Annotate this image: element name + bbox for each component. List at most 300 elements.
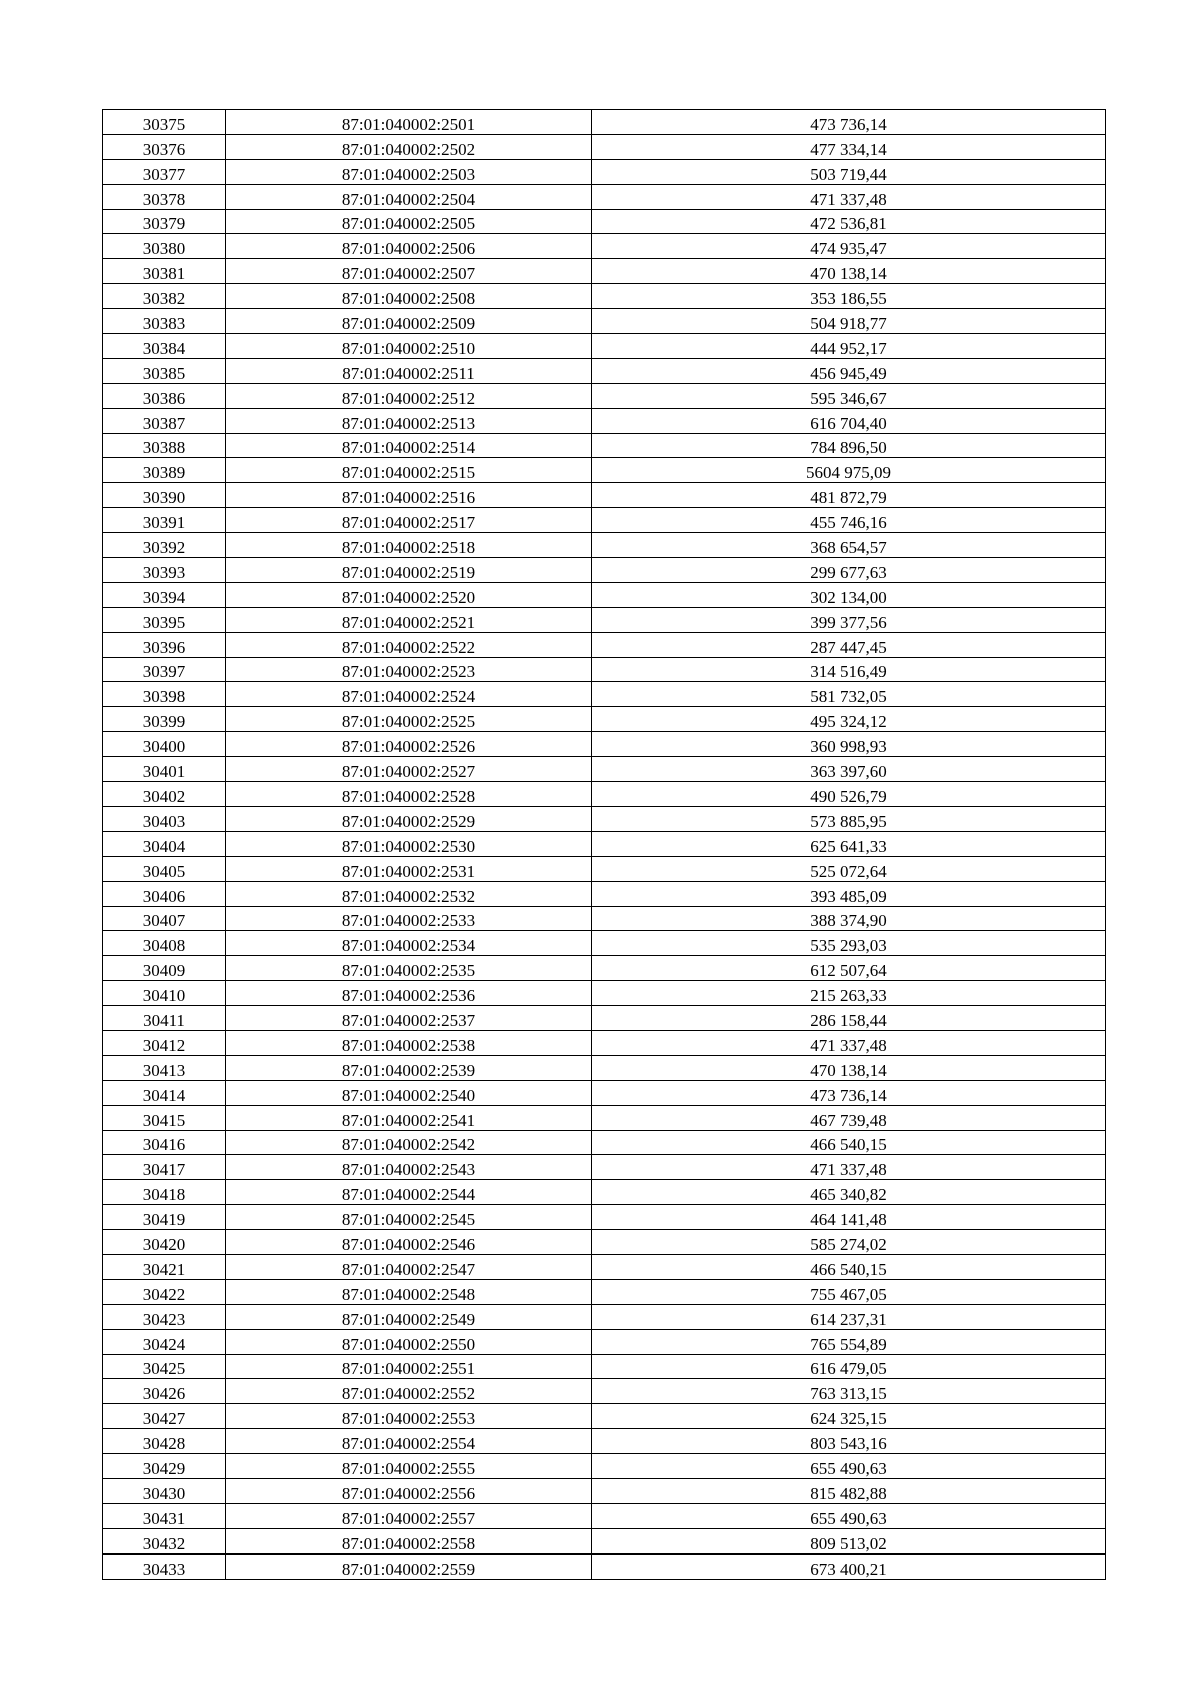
- table-row: [103, 483, 1106, 508]
- row-number-cell: [103, 682, 226, 707]
- table-row: [103, 1528, 1106, 1553]
- row-number-cell: [103, 707, 226, 732]
- row-number-cell: [103, 1055, 226, 1080]
- value-text: 399 377,56: [810, 612, 887, 632]
- value-cell: [592, 1230, 1106, 1255]
- value-text: 5604 975,09: [806, 463, 891, 483]
- value-text: 614 237,31: [810, 1309, 887, 1329]
- row-number-cell: [103, 1454, 226, 1479]
- value-text: 470 138,14: [810, 1060, 887, 1080]
- value-text: 471 337,48: [810, 1160, 887, 1180]
- table-row: [103, 1205, 1106, 1230]
- cadastral-number-cell: [226, 1354, 592, 1379]
- table-row: [103, 1329, 1106, 1354]
- cadastral-number-cell: [226, 334, 592, 359]
- cadastral-number-text: 87:01:040002:2512: [341, 388, 476, 408]
- row-number-cell: [103, 881, 226, 906]
- row-number-cell: [103, 931, 226, 956]
- table-row: [103, 1254, 1106, 1279]
- value-cell: [592, 558, 1106, 583]
- table-row: [103, 358, 1106, 383]
- value-text: 464 141,48: [810, 1210, 887, 1230]
- value-text: 465 340,82: [810, 1185, 887, 1205]
- cadastral-number-text: 87:01:040002:2552: [341, 1384, 476, 1404]
- row-number-text: 30393: [142, 562, 186, 582]
- value-text: 595 346,67: [810, 388, 887, 408]
- table-row: [103, 906, 1106, 931]
- cadastral-number-text: 87:01:040002:2553: [341, 1409, 476, 1429]
- cadastral-number-text: 87:01:040002:2541: [341, 1110, 476, 1130]
- value-cell: [592, 110, 1106, 135]
- value-text: 368 654,57: [810, 538, 887, 558]
- cadastral-number-cell: [226, 981, 592, 1006]
- value-text: 286 158,44: [810, 1010, 887, 1030]
- table-row: [103, 856, 1106, 881]
- value-cell: [592, 632, 1106, 657]
- table-row: [103, 831, 1106, 856]
- table-row: [103, 1429, 1106, 1454]
- table-row: [103, 508, 1106, 533]
- table-row: [103, 707, 1106, 732]
- cadastral-number-text: 87:01:040002:2529: [341, 811, 476, 831]
- value-text: 490 526,79: [810, 786, 887, 806]
- value-text: 473 736,14: [810, 1085, 887, 1105]
- cadastral-number-text: 87:01:040002:2504: [341, 189, 476, 209]
- table-row: [103, 1503, 1106, 1528]
- table-row: [103, 1080, 1106, 1105]
- row-number-text: 30410: [142, 986, 186, 1006]
- table-row: [103, 1554, 1106, 1579]
- value-cell: [592, 682, 1106, 707]
- row-number-cell: [103, 956, 226, 981]
- value-cell: [592, 956, 1106, 981]
- cadastral-number-text: 87:01:040002:2530: [341, 836, 476, 856]
- value-text: 302 134,00: [810, 587, 887, 607]
- row-number-cell: [103, 134, 226, 159]
- row-number-text: 30408: [142, 936, 186, 956]
- cadastral-number-text: 87:01:040002:2535: [341, 961, 476, 981]
- row-number-cell: [103, 110, 226, 135]
- cadastral-number-cell: [226, 956, 592, 981]
- cadastral-number-text: 87:01:040002:2520: [341, 587, 476, 607]
- value-cell: [592, 134, 1106, 159]
- row-number-cell: [103, 657, 226, 682]
- row-number-cell: [103, 1478, 226, 1503]
- row-number-cell: [103, 1279, 226, 1304]
- row-number-text: 30383: [142, 314, 186, 334]
- row-number-cell: [103, 334, 226, 359]
- row-number-cell: [103, 831, 226, 856]
- value-text: 470 138,14: [810, 264, 887, 284]
- cadastral-number-text: 87:01:040002:2549: [341, 1309, 476, 1329]
- value-cell: [592, 906, 1106, 931]
- row-number-text: 30380: [142, 239, 186, 259]
- cadastral-number-text: 87:01:040002:2518: [341, 538, 476, 558]
- row-number-text: 30424: [142, 1334, 186, 1354]
- value-cell: [592, 1279, 1106, 1304]
- table-row: [103, 259, 1106, 284]
- table-row: [103, 682, 1106, 707]
- table-row: [103, 1354, 1106, 1379]
- cadastral-number-cell: [226, 309, 592, 334]
- cadastral-number-cell: [226, 1254, 592, 1279]
- value-text: 616 479,05: [810, 1359, 887, 1379]
- value-text: 472 536,81: [810, 214, 887, 234]
- value-cell: [592, 856, 1106, 881]
- value-cell: [592, 806, 1106, 831]
- value-cell: [592, 209, 1106, 234]
- value-text: 535 293,03: [810, 936, 887, 956]
- table-row: [103, 1030, 1106, 1055]
- row-number-cell: [103, 1379, 226, 1404]
- table-row: [103, 234, 1106, 259]
- table-row: [103, 1379, 1106, 1404]
- row-number-text: 30397: [142, 662, 186, 682]
- row-number-text: 30378: [142, 189, 186, 209]
- value-cell: [592, 657, 1106, 682]
- cadastral-number-text: 87:01:040002:2506: [341, 239, 476, 259]
- cadastral-number-text: 87:01:040002:2544: [341, 1185, 476, 1205]
- cadastral-number-text: 87:01:040002:2534: [341, 936, 476, 956]
- value-text: 363 397,60: [810, 762, 887, 782]
- cadastral-number-text: 87:01:040002:2538: [341, 1035, 476, 1055]
- cadastral-number-text: 87:01:040002:2526: [341, 737, 476, 757]
- value-text: 624 325,15: [810, 1409, 887, 1429]
- table-row: [103, 806, 1106, 831]
- value-cell: [592, 881, 1106, 906]
- row-number-text: 30429: [142, 1458, 186, 1478]
- cadastral-number-cell: [226, 582, 592, 607]
- value-text: 581 732,05: [810, 687, 887, 707]
- row-number-cell: [103, 1528, 226, 1553]
- value-text: 456 945,49: [810, 363, 887, 383]
- value-cell: [592, 508, 1106, 533]
- row-number-text: 30396: [142, 637, 186, 657]
- cadastral-number-cell: [226, 1379, 592, 1404]
- value-cell: [592, 1379, 1106, 1404]
- table-row: [103, 1404, 1106, 1429]
- value-cell: [592, 433, 1106, 458]
- value-cell: [592, 1329, 1106, 1354]
- cadastral-number-cell: [226, 931, 592, 956]
- table-row: [103, 1006, 1106, 1031]
- cadastral-number-text: 87:01:040002:2516: [341, 488, 476, 508]
- value-cell: [592, 1006, 1106, 1031]
- row-number-cell: [103, 757, 226, 782]
- value-text: 784 896,50: [810, 438, 887, 458]
- cadastral-number-cell: [226, 383, 592, 408]
- table-row: [103, 1155, 1106, 1180]
- value-cell: [592, 1478, 1106, 1503]
- table-row: [103, 582, 1106, 607]
- row-number-text: 30407: [142, 911, 186, 931]
- value-cell: [592, 582, 1106, 607]
- cadastral-number-cell: [226, 1030, 592, 1055]
- cadastral-number-cell: [226, 533, 592, 558]
- cadastral-number-text: 87:01:040002:2533: [341, 911, 476, 931]
- row-number-text: 30394: [142, 587, 186, 607]
- value-cell: [592, 1030, 1106, 1055]
- value-text: 803 543,16: [810, 1434, 887, 1454]
- cadastral-number-text: 87:01:040002:2548: [341, 1284, 476, 1304]
- value-text: 471 337,48: [810, 1035, 887, 1055]
- value-cell: [592, 1429, 1106, 1454]
- cadastral-number-text: 87:01:040002:2511: [342, 363, 475, 383]
- row-number-cell: [103, 1329, 226, 1354]
- row-number-cell: [103, 1304, 226, 1329]
- table-row: [103, 110, 1106, 135]
- table-row: [103, 981, 1106, 1006]
- row-number-cell: [103, 1155, 226, 1180]
- row-number-text: 30385: [142, 363, 186, 383]
- table-row: [103, 1478, 1106, 1503]
- cadastral-number-text: 87:01:040002:2519: [341, 562, 476, 582]
- value-text: 388 374,90: [810, 911, 887, 931]
- value-cell: [592, 1554, 1106, 1579]
- row-number-cell: [103, 732, 226, 757]
- value-cell: [592, 782, 1106, 807]
- cadastral-number-cell: [226, 682, 592, 707]
- cadastral-number-cell: [226, 1554, 592, 1579]
- table-row: [103, 757, 1106, 782]
- cadastral-number-text: 87:01:040002:2550: [341, 1334, 476, 1354]
- row-number-text: 30386: [142, 388, 186, 408]
- row-number-text: 30421: [142, 1259, 186, 1279]
- row-number-text: 30417: [142, 1160, 186, 1180]
- row-number-cell: [103, 309, 226, 334]
- value-cell: [592, 1155, 1106, 1180]
- cadastral-number-cell: [226, 782, 592, 807]
- row-number-text: 30399: [142, 712, 186, 732]
- row-number-text: 30402: [142, 786, 186, 806]
- table-row: [103, 433, 1106, 458]
- table-row: [103, 159, 1106, 184]
- table-row: [103, 881, 1106, 906]
- cadastral-number-cell: [226, 433, 592, 458]
- value-text: 474 935,47: [810, 239, 887, 259]
- cadastral-number-text: 87:01:040002:2531: [341, 861, 476, 881]
- cadastral-number-cell: [226, 1478, 592, 1503]
- table-row: [103, 334, 1106, 359]
- value-text: 525 072,64: [810, 861, 887, 881]
- value-cell: [592, 607, 1106, 632]
- cadastral-number-text: 87:01:040002:2539: [341, 1060, 476, 1080]
- row-number-text: 30384: [142, 338, 186, 358]
- value-text: 755 467,05: [810, 1284, 887, 1304]
- row-number-text: 30423: [142, 1309, 186, 1329]
- value-text: 481 872,79: [810, 488, 887, 508]
- row-number-text: 30391: [142, 513, 186, 533]
- cadastral-number-cell: [226, 1503, 592, 1528]
- value-text: 353 186,55: [810, 289, 887, 309]
- row-number-cell: [103, 483, 226, 508]
- row-number-text: 30432: [142, 1533, 186, 1553]
- table-row: [103, 558, 1106, 583]
- cadastral-number-cell: [226, 707, 592, 732]
- row-number-cell: [103, 607, 226, 632]
- row-number-text: 30390: [142, 488, 186, 508]
- cadastral-number-cell: [226, 757, 592, 782]
- value-cell: [592, 358, 1106, 383]
- value-text: 215 263,33: [810, 986, 887, 1006]
- row-number-cell: [103, 358, 226, 383]
- row-number-cell: [103, 1030, 226, 1055]
- cadastral-number-text: 87:01:040002:2524: [341, 687, 476, 707]
- row-number-cell: [103, 458, 226, 483]
- row-number-cell: [103, 383, 226, 408]
- row-number-text: 30401: [142, 762, 186, 782]
- row-number-cell: [103, 159, 226, 184]
- row-number-cell: [103, 856, 226, 881]
- row-number-text: 30405: [142, 861, 186, 881]
- cadastral-number-text: 87:01:040002:2509: [341, 314, 476, 334]
- cadastral-number-cell: [226, 657, 592, 682]
- cadastral-number-cell: [226, 159, 592, 184]
- cadastral-number-cell: [226, 483, 592, 508]
- cadastral-number-cell: [226, 1528, 592, 1553]
- cadastral-number-text: 87:01:040002:2527: [341, 762, 476, 782]
- table-row: [103, 632, 1106, 657]
- value-cell: [592, 483, 1106, 508]
- table-row: [103, 1279, 1106, 1304]
- cadastral-number-text: 87:01:040002:2510: [341, 338, 476, 358]
- value-cell: [592, 931, 1106, 956]
- value-cell: [592, 1205, 1106, 1230]
- row-number-text: 30422: [142, 1284, 186, 1304]
- cadastral-number-text: 87:01:040002:2551: [341, 1359, 476, 1379]
- row-number-cell: [103, 284, 226, 309]
- cadastral-number-text: 87:01:040002:2540: [341, 1085, 476, 1105]
- cadastral-number-cell: [226, 458, 592, 483]
- row-number-cell: [103, 408, 226, 433]
- value-cell: [592, 1130, 1106, 1155]
- row-number-cell: [103, 234, 226, 259]
- row-number-cell: [103, 259, 226, 284]
- row-number-text: 30388: [142, 438, 186, 458]
- value-cell: [592, 533, 1106, 558]
- table-row: [103, 1130, 1106, 1155]
- row-number-text: 30428: [142, 1434, 186, 1454]
- row-number-text: 30403: [142, 811, 186, 831]
- value-cell: [592, 284, 1106, 309]
- row-number-cell: [103, 433, 226, 458]
- value-cell: [592, 1055, 1106, 1080]
- cadastral-number-cell: [226, 1130, 592, 1155]
- row-number-text: 30418: [142, 1185, 186, 1205]
- table-row: [103, 1180, 1106, 1205]
- value-cell: [592, 234, 1106, 259]
- cadastral-number-cell: [226, 1006, 592, 1031]
- row-number-cell: [103, 1006, 226, 1031]
- value-text: 466 540,15: [810, 1135, 887, 1155]
- row-number-cell: [103, 1230, 226, 1255]
- row-number-text: 30382: [142, 289, 186, 309]
- value-cell: [592, 184, 1106, 209]
- cadastral-number-text: 87:01:040002:2536: [341, 986, 476, 1006]
- cadastral-number-text: 87:01:040002:2545: [341, 1210, 476, 1230]
- cadastral-number-cell: [226, 234, 592, 259]
- value-cell: [592, 757, 1106, 782]
- cadastral-number-text: 87:01:040002:2555: [341, 1458, 476, 1478]
- cadastral-number-text: 87:01:040002:2517: [341, 513, 476, 533]
- cadastral-number-cell: [226, 906, 592, 931]
- row-number-text: 30389: [142, 463, 186, 483]
- value-cell: [592, 1454, 1106, 1479]
- row-number-cell: [103, 981, 226, 1006]
- value-cell: [592, 1528, 1106, 1553]
- cadastral-number-text: 87:01:040002:2523: [341, 662, 476, 682]
- cadastral-number-text: 87:01:040002:2557: [341, 1508, 476, 1528]
- cadastral-number-text: 87:01:040002:2508: [341, 289, 476, 309]
- value-cell: [592, 981, 1106, 1006]
- table-row: [103, 1230, 1106, 1255]
- value-cell: [592, 309, 1106, 334]
- cadastral-number-cell: [226, 184, 592, 209]
- cadastral-number-cell: [226, 632, 592, 657]
- row-number-text: 30411: [143, 1010, 185, 1030]
- value-cell: [592, 408, 1106, 433]
- cadastral-number-text: 87:01:040002:2503: [341, 164, 476, 184]
- table-row: [103, 782, 1106, 807]
- cadastral-number-text: 87:01:040002:2502: [341, 139, 476, 159]
- row-number-cell: [103, 508, 226, 533]
- row-number-cell: [103, 1503, 226, 1528]
- table-row: [103, 956, 1106, 981]
- row-number-text: 30430: [142, 1483, 186, 1503]
- cadastral-number-text: 87:01:040002:2554: [341, 1434, 476, 1454]
- value-text: 495 324,12: [810, 712, 887, 732]
- row-number-text: 30395: [142, 612, 186, 632]
- table-row: [103, 284, 1106, 309]
- value-text: 471 337,48: [810, 189, 887, 209]
- cadastral-number-text: 87:01:040002:2521: [341, 612, 476, 632]
- value-text: 809 513,02: [810, 1533, 887, 1553]
- table-row: [103, 408, 1106, 433]
- row-number-cell: [103, 1404, 226, 1429]
- cadastral-number-cell: [226, 284, 592, 309]
- value-text: 444 952,17: [810, 338, 887, 358]
- cadastral-number-text: 87:01:040002:2537: [341, 1010, 476, 1030]
- cadastral-number-text: 87:01:040002:2547: [341, 1259, 476, 1279]
- row-number-cell: [103, 1105, 226, 1130]
- cadastral-number-cell: [226, 558, 592, 583]
- table-row: [103, 184, 1106, 209]
- value-cell: [592, 458, 1106, 483]
- value-text: 503 719,44: [810, 164, 887, 184]
- value-cell: [592, 1254, 1106, 1279]
- row-number-cell: [103, 184, 226, 209]
- table-row: [103, 607, 1106, 632]
- row-number-cell: [103, 906, 226, 931]
- row-number-text: 30381: [142, 264, 186, 284]
- row-number-cell: [103, 533, 226, 558]
- cadastral-number-cell: [226, 1230, 592, 1255]
- table-body: [103, 110, 1106, 1580]
- table-row: [103, 533, 1106, 558]
- row-number-text: 30415: [142, 1110, 186, 1130]
- cadastral-number-text: 87:01:040002:2558: [341, 1533, 476, 1553]
- value-text: 455 746,16: [810, 513, 887, 533]
- row-number-text: 30379: [142, 214, 186, 234]
- cadastral-number-cell: [226, 607, 592, 632]
- row-number-text: 30425: [142, 1359, 186, 1379]
- row-number-text: 30406: [142, 886, 186, 906]
- cadastral-number-cell: [226, 1279, 592, 1304]
- value-text: 393 485,09: [810, 886, 887, 906]
- cadastral-number-cell: [226, 831, 592, 856]
- value-text: 765 554,89: [810, 1334, 887, 1354]
- row-number-cell: [103, 1205, 226, 1230]
